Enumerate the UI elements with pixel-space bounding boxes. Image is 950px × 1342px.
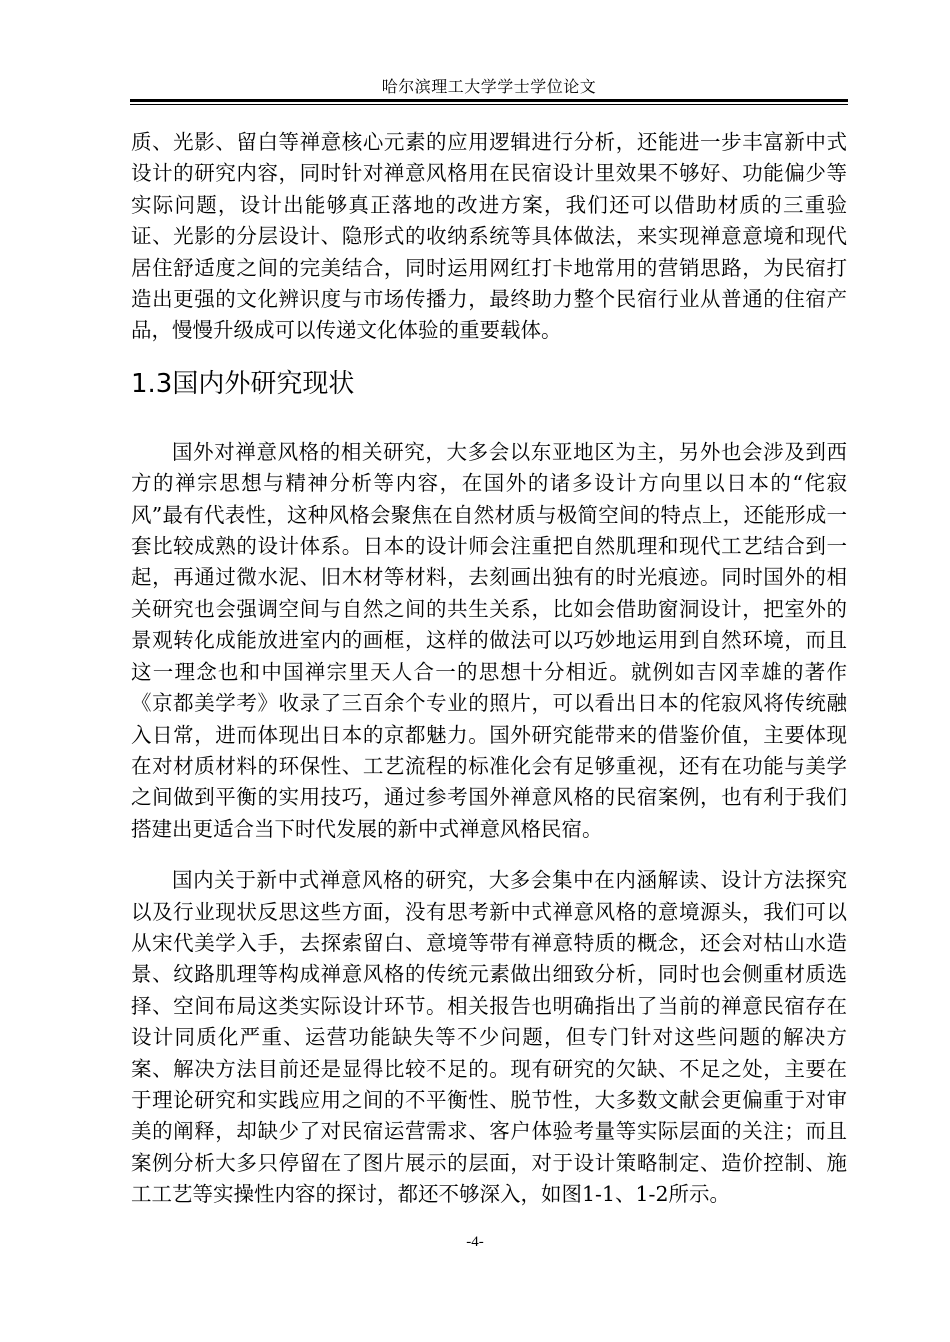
- paragraph-gap: [131, 845, 847, 865]
- paragraph-domestic-research: 国内关于新中式禅意风格的研究，大多会集中在内涵解读、设计方法探究以及行业现状反思这些方面，没有思考新中式禅意风格的意境源头，我们可以从宋代美学入手，去探索留白、意境等带有禅意特质的概念，还会对枯山水造景、纹路肌理等构成禅意风格的传统元素做出细致分析，同时也会侧重材质选择、空间布局这类实际设计环节。相关报告也明确指出了当前的禅意民宿存在设计同质化严重、运营功能缺失等不少问题，但专门针对这些问题的解决方案、解决方法目前还是显得比较不足的。现有研究的欠缺、不足之处，主要在于理论研究和实践应用之间的不平衡性、脱节性，大多数文献会更偏重于对审美的阐释，却缺少了对民宿运营需求、客户体验考量等实际层面的关注；而且案例分析大多只停留在了图片展示的层面，对于设计策略制定、造价控制、施工工艺等实操性内容的探讨，都还不够深入，如图1-1、1-2所示。: [131, 868, 847, 1207]
- running-header: 哈尔滨理工大学学士学位论文: [381, 77, 597, 96]
- header-rule-thin: [130, 104, 848, 105]
- page-body: [131, 127, 847, 1211]
- section-heading: 1.3国内外研究现状: [131, 368, 355, 399]
- continuation-paragraph: 质、光影、留白等禅意核心元素的应用逻辑进行分析，还能进一步丰富新中式设计的研究内容，同时针对禅意风格用在民宿设计里效果不够好、功能偏少等实际问题，设计出能够真正落地的改进方案，我们还可以借助材质的三重验证、光影的分层设计、隐形式的收纳系统等具体做法，来实现禅意意境和现代居住舒适度之间的完美结合，同时运用网红打卡地常用的营销思路，为民宿打造出更强的文化辨识度与市场传播力，最终助力整个民宿行业从普通的住宿产品，慢慢升级成可以传递文化体验的重要载体。: [131, 130, 847, 343]
- page-number: -4-: [466, 1234, 484, 1250]
- header-rule-thick: [130, 99, 848, 102]
- paragraph-foreign-research: 国外对禅意风格的相关研究，大多会以东亚地区为主，另外也会涉及到西方的禅宗思想与精神分析等内容，在国外的诸多设计方向里以日本的“侘寂风”最有代表性，这种风格会聚焦在自然材质与极简空间的特点上，还能形成一套比较成熟的设计体系。日本的设计师会注重把自然肌理和现代工艺结合到一起，再通过微水泥、旧木材等材料，去刻画出独有的时光痕迹。同时国外的相关研究也会强调空间与自然之间的共生关系，比如会借助窗洞设计，把室外的景观转化成能放进室内的画框，这样的做法可以巧妙地运用到自然环境，而且这一理念也和中国禅宗里天人合一的思想十分相近。就例如吉冈幸雄的著作《京都美学考》收录了三百余个专业的照片，可以看出日本的侘寂风将传统融入日常，进而体现出日本的京都魅力。国外研究能带来的借鉴价值，主要体现在对材质材料的环保性、工艺流程的标准化会有足够重视，还有在功能与美学之间做到平衡的实用技巧，通过参考国外禅意风格的民宿案例，也有利于我们搭建出更适合当下时代发展的新中式禅意风格民宿。: [131, 439, 847, 841]
